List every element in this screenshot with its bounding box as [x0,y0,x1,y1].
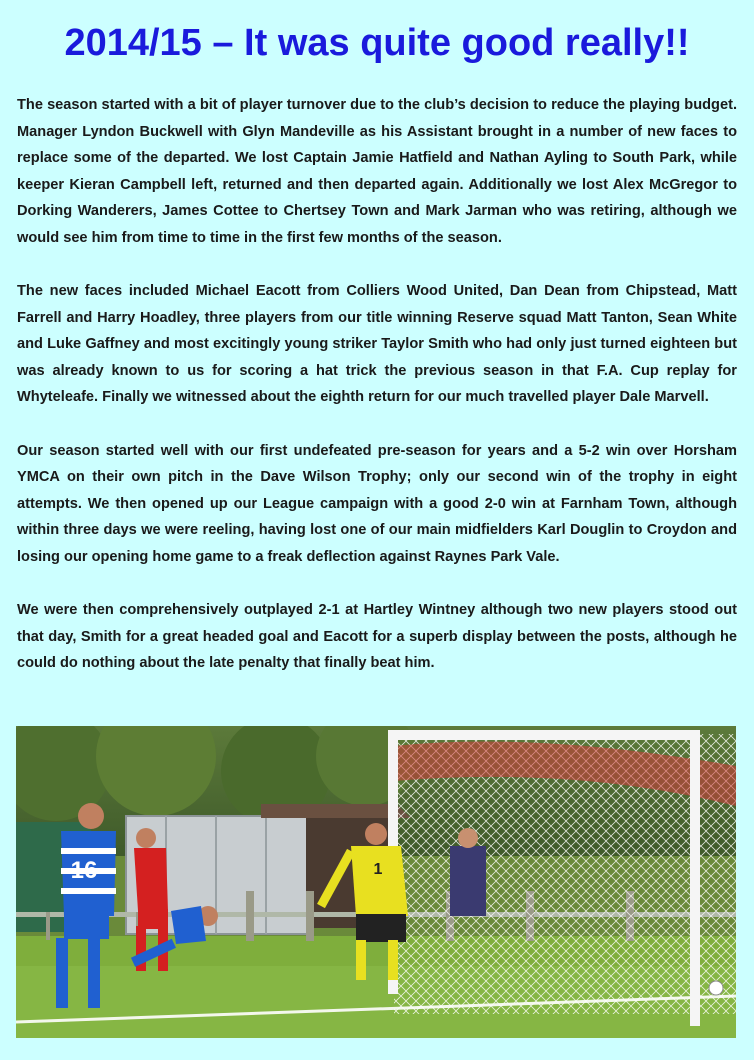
paragraph-3: Our season started well with our first undefeated pre-season for years and a 5-2 win over Horsham YMCA on their own pitch in the Dave Wilson Trophy; only our second win of the trophy in eight attempts. We then opened up our League campaign with a good 2-0 win at Farnham Town, although within three days we were reeling, having lost one of our main midfielders Karl Douglin to Croydon and losing our opening home game to a freak deflection against Raynes Park Vale. [17,442,737,565]
article-body [17,92,737,704]
goal-crossbar [388,730,700,740]
paragraph-4: We were then comprehensively outplayed 2-1 at Hartley Wintney although two new players stood out that day, Smith for a great headed goal and Eacott for a superb display between the posts, although he could do nothing about the late penalty that finally beat him. [17,602,737,671]
keeper-number: 1 [373,861,383,878]
player-number: 16 [70,857,98,884]
paragraph-2: The new faces included Michael Eacott from Colliers Wood United, Dan Dean from Chipstead, Matt Farrell and Harry Hoadley, three players from our title winning Reserve squad Matt Tanton, Sean White and Luke Gaffney and most excitingly young striker Taylor Smith who had only just turned eighteen but was already known to us for scoring a hat trick the previous season in that F.A. Cup replay for Whyteleafe. Finally we witnessed about the eighth return for our much travelled player Dale Marvell. [17,283,737,405]
page-title: 2014/15 – It was quite good really!! [64,22,690,64]
football [709,981,723,995]
goal-post-right [690,730,700,1026]
paragraph-1: The season started with a bit of player turnover due to the club’s decision to reduce the playing budget. Manager Lyndon Buckwell with Glyn Mandeville as his Assistant brought in a number of new faces to replace some of the departed. We lost Captain Jamie Hatfield and Nathan Ayling to South Park, while keeper Kieran Campbell left, returned and then departed again. Additionally we lost Alex McGregor to Dorking Wanderers, James Cottee to Chertsey Town and Mark Jarman who was retiring, although we would see him from time to time in the first few months of the season. [17,97,737,246]
match-photo [16,726,736,1038]
